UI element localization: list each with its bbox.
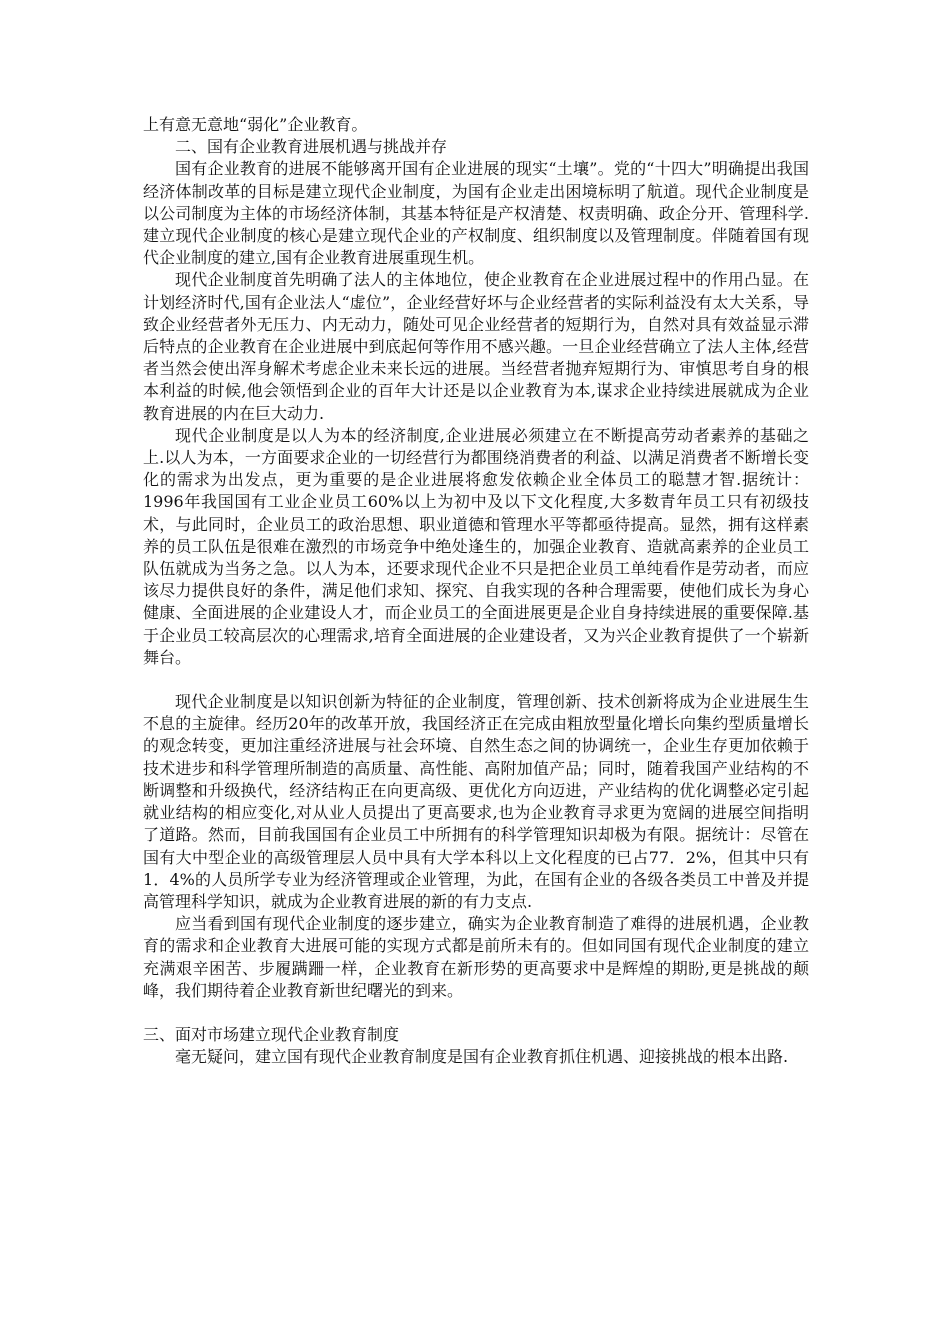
section-heading-2: 二、国有企业教育进展机遇与挑战并存 [175,137,448,157]
paragraph-4: 现代企业制度是以人为本的经济制度,企业进展必须建立在不断提高劳动者素养的基础之上.以人为本，一方面要求企业的一切经营行为都围绕消费者的利益、以满足消费者不断增长变化的需求为出发点，更为重要的是企业进展将愈发依赖企业全体员工的聪慧才智.据统计：1996年我国国有工业企业员工60%以上为初中及以下文化程度,大多数青年员工只有初级技术，与此同时，企业员工的政治思想、职业道德和管理水平等都亟待提高。显然，拥有这样素养的员工队伍是很难在激烈的市场竞争中绝处逢生的，加强企业教育、造就高素养的企业员工队伍就成为当务之急。以人为本，还要求现代企业不只是把企业员工单纯看作是劳动者，而应该尽力提供良好的条件，满足他们求知、探究、自我实现的各种合理需要，使他们成长为身心健康、全面进展的企业建设人才，而企业员工的全面进展更是企业自身持续进展的重要保障.基于企业员工较高层次的心理需求,培育全面进展的企业建设者，又为兴企业教育提供了一个崭新舞台。 [143,425,809,667]
paragraph-7: 毫无疑问，建立国有现代企业教育制度是国有企业教育抓住机遇、迎接挑战的根本出路. [175,1047,789,1067]
paragraph-6: 应当看到国有现代企业制度的逐步建立，确实为企业教育制造了难得的进展机遇，企业教育的需求和企业教育大进展可能的实现方式都是前所未有的。但如同国有现代企业制度的建立充满艰辛困苦、步履蹒跚一样，企业教育在新形势的更高要求中是辉煌的期盼,更是挑战的颠峰，我们期待着企业教育新世纪曙光的到来。 [143,914,809,1000]
paragraph-3: 现代企业制度首先明确了法人的主体地位，使企业教育在企业进展过程中的作用凸显。在计划经济时代,国有企业法人“虚位”，企业经营好坏与企业经营者的实际利益没有太大关系，导致企业经营者外无压力、内无动力，随处可见企业经营者的短期行为，自然对具有效益显示滞后特点的企业教育在企业进展中到底起何等作用不感兴趣。一旦企业经营确立了法人主体,经营者当然会使出浑身解术考虑企业未来长远的进展。当经营者抛弃短期行为、审慎思考自身的根本利益的时候,他会领悟到企业的百年大计还是以企业教育为本,谋求企业持续进展就成为企业教育进展的内在巨大动力. [143,270,809,423]
paragraph-1-continuation: 上有意无意地“弱化”企业教育。 [143,115,368,134]
section-heading-3: 三、面对市场建立现代企业教育制度 [143,1024,400,1044]
paragraph-5: 现代企业制度是以知识创新为特征的企业制度，管理创新、技术创新将成为企业进展生生不息的主旋律。经历20年的改革开放，我国经济正在完成由粗放型量化增长向集约型质量增长的观念转变，更加注重经济进展与社会环境、自然生态之间的协调统一，企业生存更加依赖于技术进步和科学管理所制造的高质量、高性能、高附加值产品；同时，随着我国产业结构的不断调整和升级换代，经济结构正在向更高级、更优化方向迈进，产业结构的优化调整必定引起就业结构的相应变化,对从业人员提出了更高要求,也为企业教育寻求更为宽阔的进展空间指明了道路。然而，目前我国国有企业员工中所拥有的科学管理知识却极为有限。据统计：尽管在国有大中型企业的高级管理层人员中具有大学本科以上文化程度的已占77．2%，但其中只有1．4%的人员所学专业为经济管理或企业管理，为此，在国有企业的各级各类员工中普及并提高管理科学知识，就成为企业教育进展的新的有力支点. [143,692,809,911]
blank-line [143,669,809,691]
document-body [143,114,809,1068]
blank-line [143,1002,809,1024]
paragraph-2: 国有企业教育的进展不能够离开国有企业进展的现实“土壤”。党的“十四大”明确提出我国经济体制改革的目标是建立现代企业制度，为国有企业走出困境标明了航道。现代企业制度是以公司制度为主体的市场经济体制，其基本特征是产权清楚、权责明确、政企分开、管理科学.建立现代企业制度的核心是建立现代企业的产权制度、组织制度以及管理制度。伴随着国有现代企业制度的建立,国有企业教育进展重现生机。 [143,159,809,268]
